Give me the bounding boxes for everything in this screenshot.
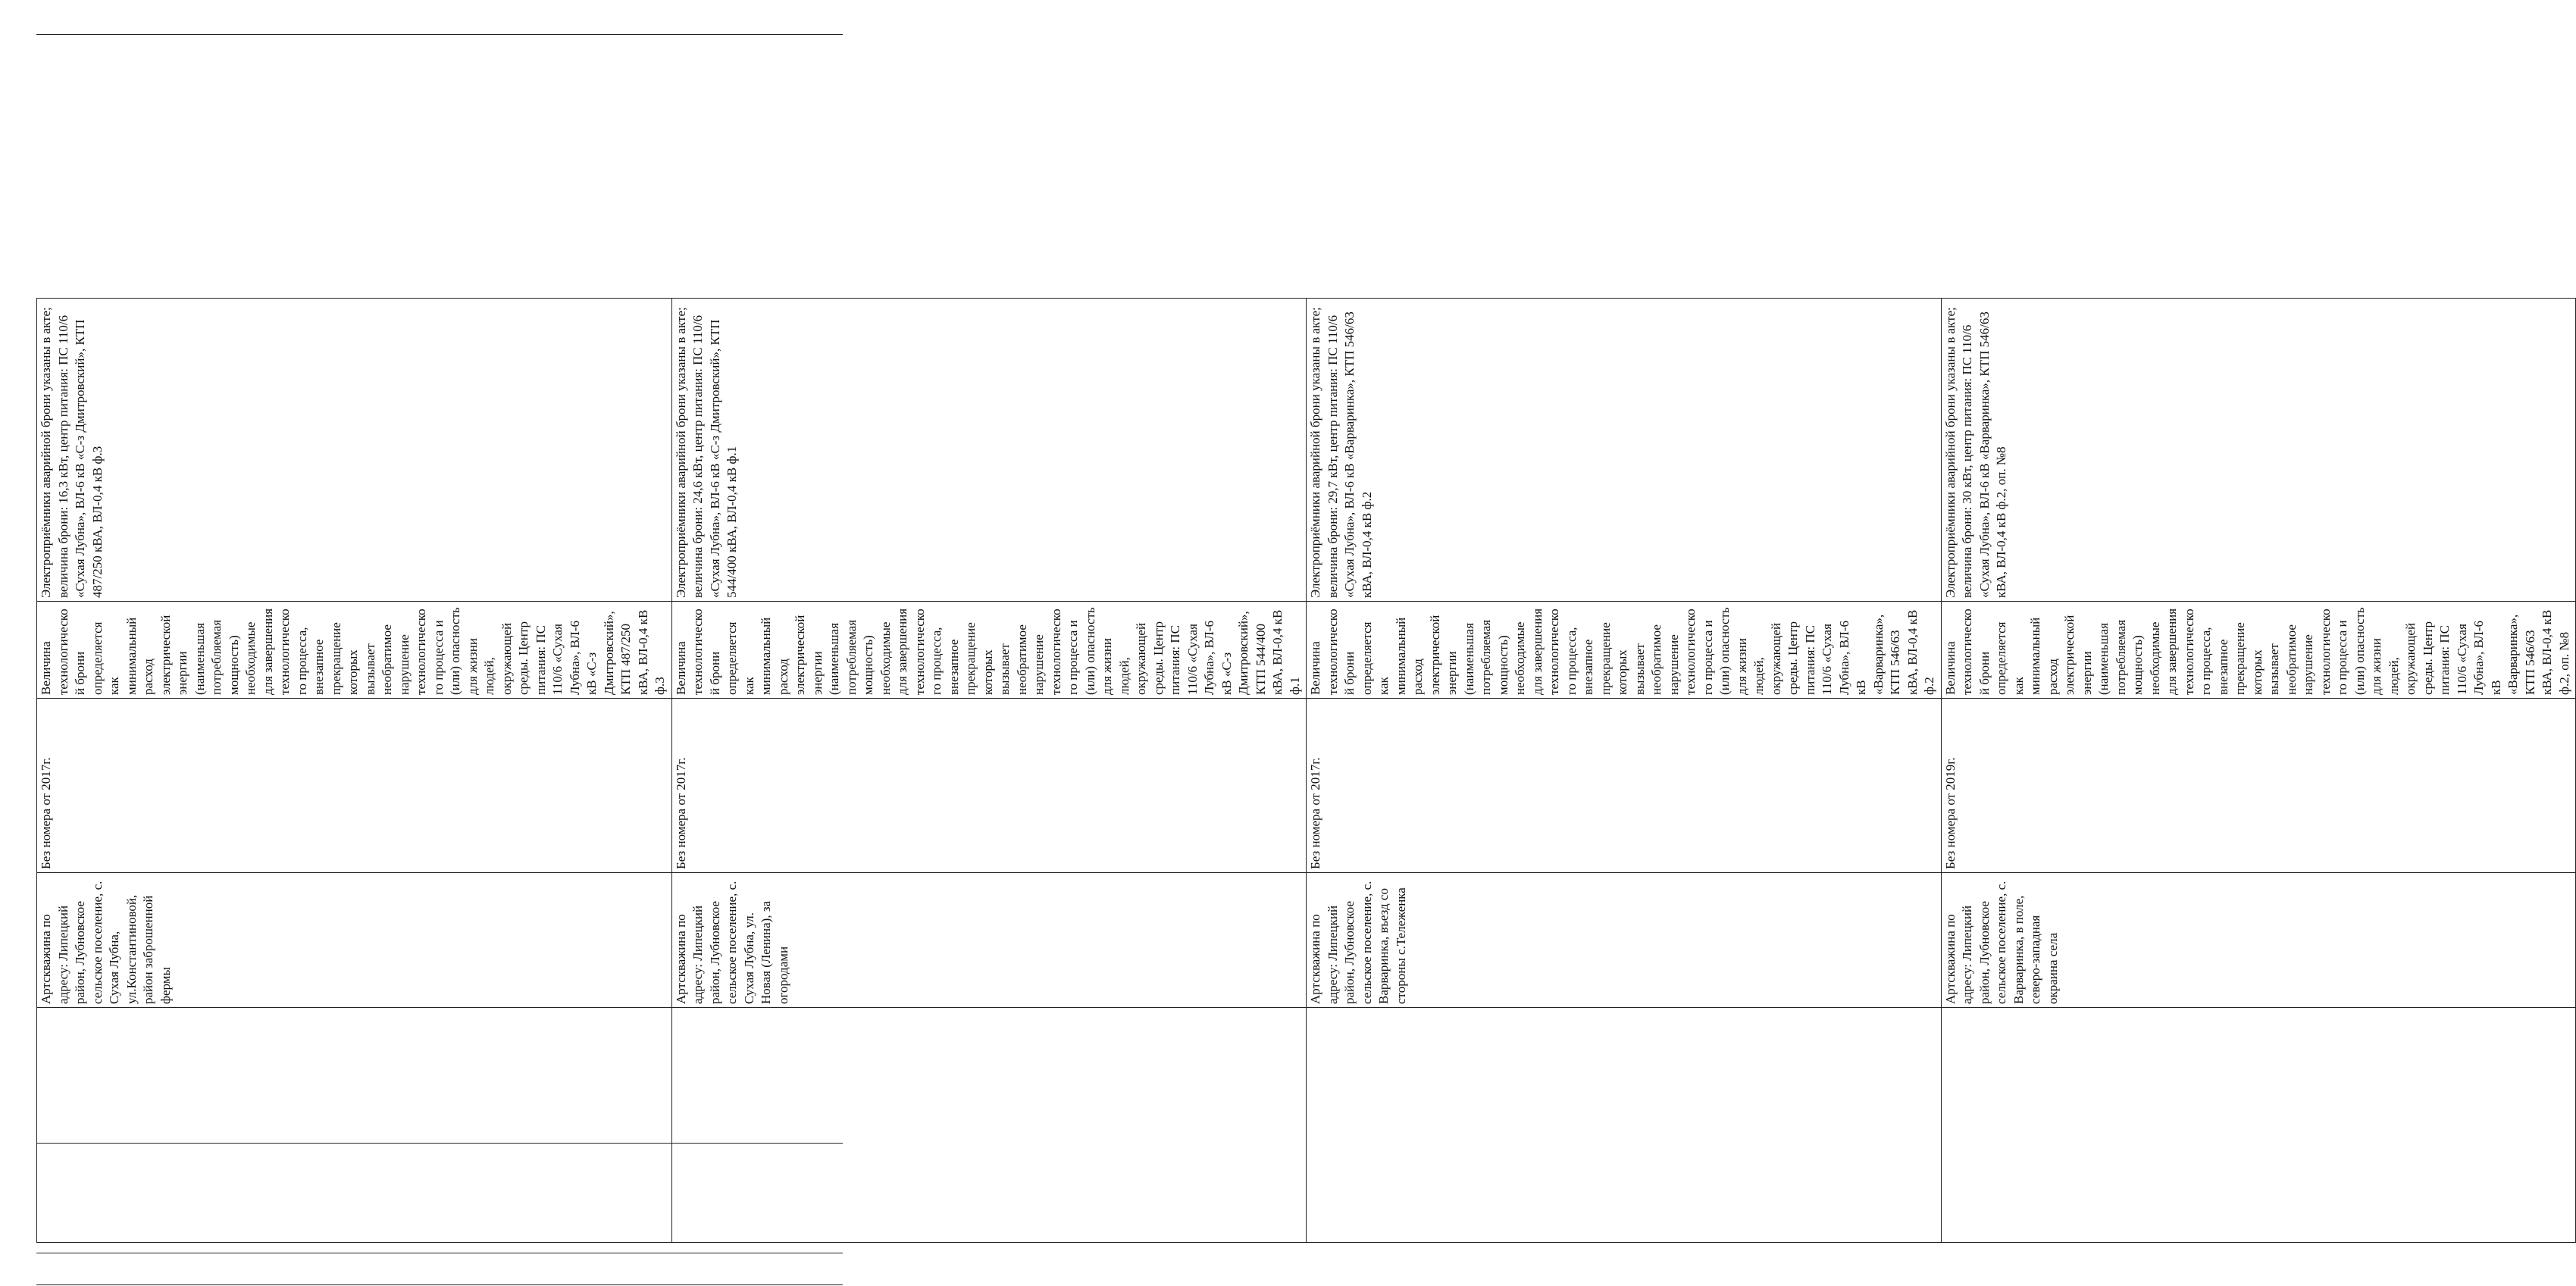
table-row [37,30,672,1243]
empty-cell [1307,1008,1942,1243]
emergency-reserve-cell: Электроприёмники аварийной брони указаны в акте; величина брони: 24,6 кВт, центр питания: ПС 110/6 «Сухая Лубна», ВЛ-6 кВ «С-з Дмитровский», КТП 544/400 кВА, ВЛ-0,4 кВ ф.1 [671,299,1307,602]
object-cell: Артскважина по адресу: Липецкий район, Лубновское сельское поселение, с. Варваринка, в поле, северо-западная окраина села [1941,873,2576,1008]
technological-reserve-cell: Величина технологической брони определяется как минимальный расход электрической энергии (наименьшая потребляемая мощность) необходимые для завершения технологического процесса, внезапное прекращение которых вызывает необратимое нарушение технологического процесса и (или) опасность для жизни людей, окружающей среды. Центр питания: ПС 110/6 «Сухая Лубна», ВЛ-6 кВ «Варваринка», КТП 546/63 кВА, ВЛ-0,4 кВ ф.2, оп. №8 [1941,602,2576,699]
technological-reserve-cell: Величина технологической брони определяется как минимальный расход электрической энергии (наименьшая потребляемая мощность) необходимые для завершения технологического процесса, внезапное прекращение которых вызывает необратимое нарушение технологического процесса и (или) опасность для жизни людей, окружающей среды. Центр питания: ПС 110/6 «Сухая Лубна», ВЛ-6 кВ «Варваринка», КТП 546/63 кВА, ВЛ-0,4 кВ ф.2 [1307,602,1942,699]
table-row [1307,30,1942,1243]
emergency-reserve-cell: Электроприёмники аварийной брони указаны в акте; величина брони: 30 кВт, центр питания: ПС 110/6 «Сухая Лубна», ВЛ-6 кВ «Варваринка», КТП 546/63 кВА, ВЛ-0,4 кВ ф.2, оп. №8 [1941,299,2576,602]
act-cell: Без номера от 2017г. [671,699,1307,873]
object-cell: Артскважина по адресу: Липецкий район, Лубновское сельское поселение, с. Варваринка, въезд со стороны с.Тележенка [1307,873,1942,1008]
rotated-table-wrapper [36,30,2571,1243]
act-cell: Без номера от 2019г. [1941,699,2576,873]
row-divider-line [36,1284,843,1285]
emergency-reserve-cell: Электроприёмники аварийной брони указаны в акте; величина брони: 16,3 кВт, центр питания: ПС 110/6 «Сухая Лубна», ВЛ-6 кВ «С-з Дмитровский», КТП 487/250 кВА, ВЛ-0,4 кВ ф.3 [37,299,672,602]
act-cell: Без номера от 2017г. [1307,699,1942,873]
emergency-reserve-cell: Электроприёмники аварийной брони указаны в акте; величина брони: 29,7 кВт, центр питания: ПС 110/6 «Сухая Лубна», ВЛ-6 кВ «Варваринка», КТП 546/63 кВА, ВЛ-0,4 кВ ф.2 [1307,299,1942,602]
object-cell: Артскважина по адресу: Липецкий район, Лубновское сельское поселение, с. Сухая Лубна, ул. Новая (Ленина), за огородами [671,873,1307,1008]
empty-cell [1941,1008,2576,1243]
reservation-table [36,30,2576,1243]
object-cell: Артскважина по адресу: Липецкий район, Лубновское сельское поселение, с. Сухая Лубна, ул.Константиновой, район заброшенной фермы [37,873,672,1008]
table-row [1941,30,2576,1243]
act-cell: Без номера от 2017г. [37,699,672,873]
table-top-border [36,34,843,35]
row-divider-line [36,1143,843,1144]
empty-cell [671,1008,1307,1243]
empty-cell [37,1008,672,1243]
technological-reserve-cell: Величина технологической брони определяется как минимальный расход электрической энергии (наименьшая потребляемая мощность) необходимые для завершения технологического процесса, внезапное прекращение которых вызывает необратимое нарушение технологического процесса и (или) опасность для жизни людей, окружающей среды. Центр питания: ПС 110/6 «Сухая Лубна», ВЛ-6 кВ «С-з Дмитровский», КТП 544/400 кВА, ВЛ-0,4 кВ ф.1 [671,602,1307,699]
table-row [671,30,1307,1243]
technological-reserve-cell: Величина технологической брони определяется как минимальный расход электрической энергии (наименьшая потребляемая мощность) необходимые для завершения технологического процесса, внезапное прекращение которых вызывает необратимое нарушение технологического процесса и (или) опасность для жизни людей, окружающей среды. Центр питания: ПС 110/6 «Сухая Лубна», ВЛ-6 кВ «С-з Дмитровский», КТП 487/250 кВА, ВЛ-0,4 кВ ф.3 [37,602,672,699]
